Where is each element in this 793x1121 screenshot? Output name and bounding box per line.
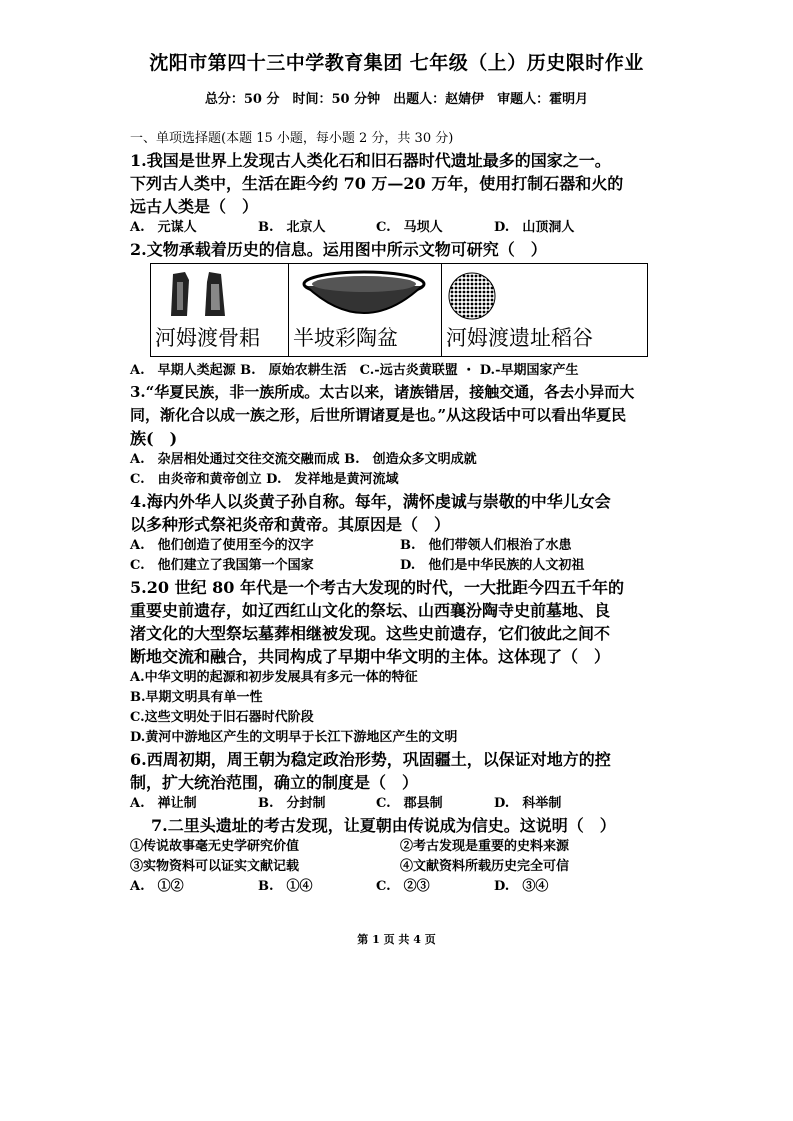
options-row: [130, 556, 670, 576]
page-footer: 第 1 页 共 4 页: [357, 933, 436, 946]
question-7: [130, 814, 670, 897]
option-c: C. ②③: [376, 879, 430, 894]
option-b: B. 分封制: [258, 796, 326, 811]
exam-title: 沈阳市第四十三中学教育集团 七年级（上）历史限时作业: [149, 52, 644, 74]
question-text: 以多种形式祭祀炎帝和黄帝。其原因是（ ）: [130, 515, 451, 534]
statement-1: ①传说故事毫无史学研究价值: [130, 839, 300, 854]
artifact-caption: 河姆渡遗址稻谷: [446, 326, 593, 350]
option-b: B. 他们带领人们根治了水患: [400, 538, 572, 553]
options-row: [130, 877, 670, 897]
question-1: [130, 149, 670, 238]
artifact-caption: 河姆渡骨耜: [155, 326, 260, 350]
rice-grains-image: [446, 270, 506, 322]
options-row: A. 早期人类起源 B. 原始农耕生活 C.-远古炎黄联盟 ・ D.-早期国家产生: [130, 363, 579, 378]
artifact-image-strip: [150, 263, 648, 357]
question-text: 下列古人类中，生活在距今约 70 万—20 万年，使用打制石器和火的: [130, 174, 624, 193]
question-2: [130, 238, 670, 381]
statements-row: [130, 857, 670, 877]
statements-row: [130, 837, 670, 857]
statement-4: ④文献资料所载历史完全可信: [400, 859, 570, 874]
exam-meta: 总分：50 分 时间：50 分钟 出题人：赵婧伊 审题人：霍明月: [204, 92, 589, 107]
section-heading: 一、单项选择题(本题 15 小题，每小题 2 分，共 30 分): [130, 131, 454, 146]
option-d: D. 科举制: [494, 796, 562, 811]
option-d: D.黄河中游地区产生的文明早于长江下游地区产生的文明: [130, 730, 458, 745]
question-text: 重要史前遗存，如辽西红山文化的祭坛、山西襄汾陶寺史前墓地、良: [130, 601, 611, 620]
options-row: [130, 218, 670, 238]
question-text: 4.海内外华人以炎黄子孙自称。每年，满怀虔诚与崇敬的中华儿女会: [130, 492, 611, 511]
option-a: A. 元谋人: [130, 220, 197, 235]
option-a: A. 禅让制: [130, 796, 197, 811]
options-row: [130, 536, 670, 556]
options-row: C. 由炎帝和黄帝创立 D. 发祥地是黄河流域: [130, 472, 399, 487]
artifact-painted-pottery: [289, 264, 442, 356]
option-c: C. 他们建立了我国第一个国家: [130, 558, 314, 573]
question-text: 远古人类是（ ）: [130, 197, 259, 216]
option-a: A.中华文明的起源和初步发展具有多元一体的特征: [130, 670, 418, 685]
option-d: D. 山顶洞人: [494, 220, 575, 235]
statement-2: ②考古发现是重要的史料来源: [400, 839, 570, 854]
question-text: 6.西周初期，周王朝为稳定政治形势，巩固疆土，以保证对地方的控: [130, 750, 611, 769]
question-text: 2.文物承载着历史的信息。运用图中所示文物可研究（ ）: [130, 240, 547, 259]
exam-content: [130, 129, 670, 897]
option-c: C. 马坝人: [376, 220, 443, 235]
question-6: [130, 748, 670, 814]
question-text: 7.二里头遗址的考古发现，让夏朝由传说成为信史。这说明（ ）: [151, 816, 616, 835]
option-b: B. ①④: [258, 879, 313, 894]
option-b: B.早期文明具有单一性: [130, 690, 263, 705]
option-d: D. ③④: [494, 879, 549, 894]
question-text: 5.20 世纪 80 年代是一个考古大发现的时代，一大批距今四五千年的: [130, 578, 624, 597]
statement-3: ③实物资料可以证实文献记载: [130, 859, 300, 874]
option-c: C.这些文明处于旧石器时代阶段: [130, 710, 314, 725]
question-3: [130, 381, 670, 490]
option-a: A. ①②: [130, 879, 184, 894]
question-4: [130, 490, 670, 576]
question-text: 同，渐化合以成一族之形，后世所谓诸夏是也。”从这段话中可以看出华夏民: [130, 406, 627, 424]
option-b: B. 北京人: [258, 220, 326, 235]
bone-spade-image: [165, 270, 245, 320]
artifact-bone-spade: [151, 264, 289, 356]
question-5: [130, 576, 670, 748]
question-text: 渚文化的大型祭坛墓葬相继被发现。这些史前遗存，它们彼此之间不: [130, 624, 611, 643]
question-text: 断地交流和融合，共同构成了早期中华文明的主体。这体现了（ ）: [130, 647, 611, 666]
option-a: A. 他们创造了使用至今的汉字: [130, 538, 314, 553]
question-text: 1.我国是世界上发现古人类化石和旧石器时代遗址最多的国家之一。: [130, 151, 611, 170]
artifact-rice-grains: [442, 264, 647, 356]
options-row: [130, 794, 670, 814]
question-text: 制，扩大统治范围，确立的制度是（ ）: [130, 773, 419, 792]
pottery-basin-image: [299, 270, 429, 322]
options-row: A. 杂居相处通过交往交流交融而成 B. 创造众多文明成就: [130, 452, 477, 467]
question-text: 3.“华夏民族，非一族所成。太古以来，诸族错居，接触交通，各去小异而大: [130, 383, 635, 401]
artifact-caption: 半坡彩陶盆: [293, 326, 398, 350]
option-d: D. 他们是中华民族的人文初祖: [400, 558, 585, 573]
question-text: 族( ): [130, 429, 178, 448]
option-c: C. 郡县制: [376, 796, 443, 811]
